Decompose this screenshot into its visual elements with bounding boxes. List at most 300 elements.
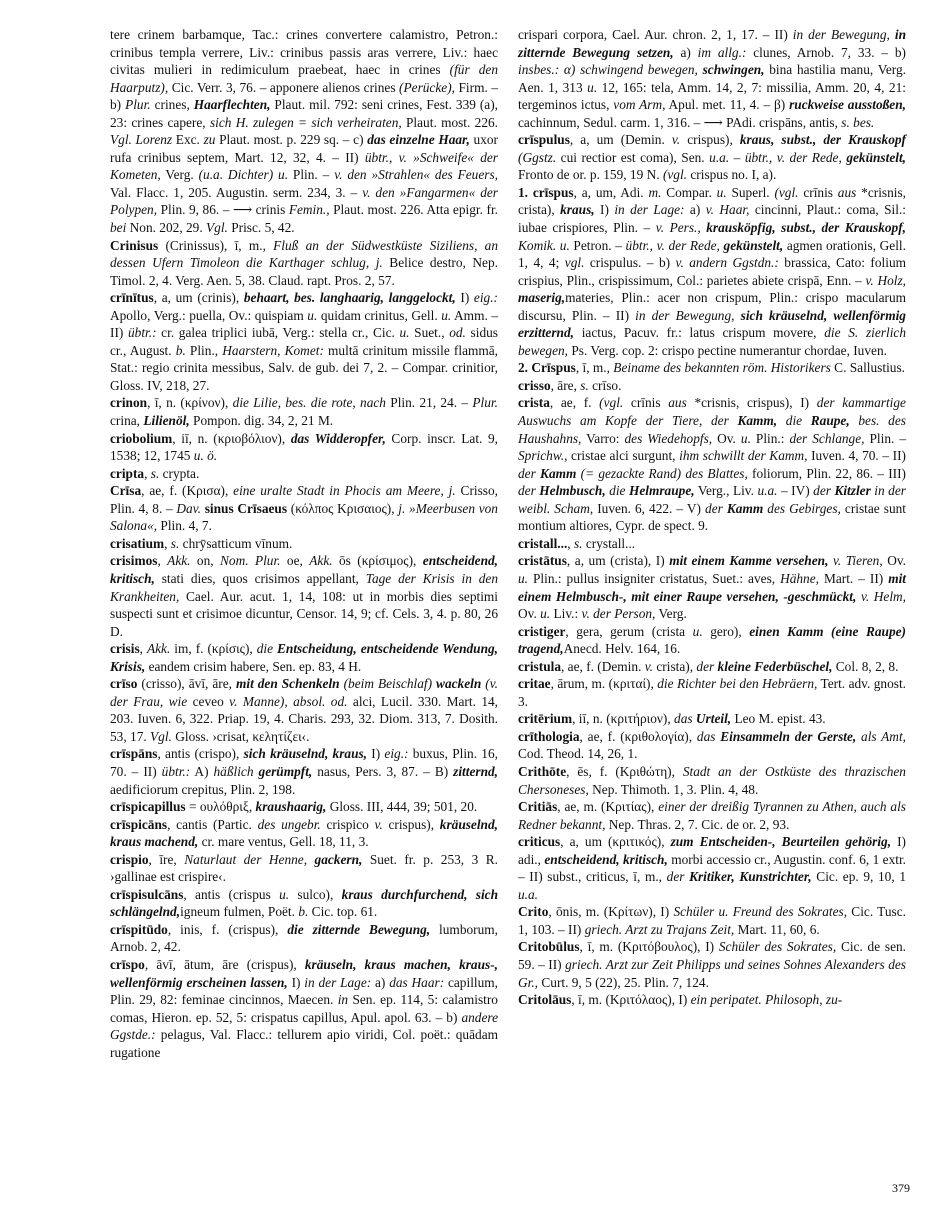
entry-text: iactus, Pacuv. fr.: latus crispum movere, (573, 325, 825, 341)
entry-text: buxus, Plin. 16, 70. – II) (110, 746, 498, 779)
entry-text: in der Bewegung, (635, 307, 735, 323)
entry-text: (vgl. (774, 184, 799, 200)
entry-text (307, 852, 314, 867)
entry-text: u. (587, 79, 598, 95)
entry-text: Tage der Krisis in den Krankheiten, (110, 570, 498, 604)
entry-text: ceveo (187, 693, 230, 709)
entry-text: , a, um (crinis), (153, 290, 244, 306)
entry-text: subst., der Krauskopf (781, 132, 906, 148)
entry-text: v. Pers., (655, 220, 701, 236)
entry-text: Vgl. (206, 220, 228, 236)
entry-text: Amm. – II) (110, 307, 499, 341)
entry-text: , ī, m., (575, 360, 614, 376)
entry-text: Cael. Aur. acut. 1, 14, 108: ut in morbis dies septimi suspecti sunt et crisimoe dicuntur, Censor. 14, 9; cf. Cels. 3, 4. p. 80, 26 D. (110, 588, 498, 639)
entry-text: Beiname des bekannten röm. Historikers (613, 360, 831, 376)
entry-text: Plin., (185, 342, 223, 358)
entry-text: chrȳsatticum vīnum. (179, 535, 293, 551)
dictionary-entry-crithote (518, 763, 906, 798)
entry-text: , āvī, ātum, āre (crispus), (144, 956, 305, 972)
entry-text: Cic. Tusc. 1, 103. – II) (518, 904, 906, 937)
entry-text: mit einem Kamme versehen, (669, 553, 829, 569)
entry-text: crispus no. I, a). (687, 167, 777, 183)
entry-text: der Schlange, (789, 430, 865, 446)
dictionary-entry-crista (518, 394, 906, 534)
dictionary-entry-criobolium (110, 430, 498, 465)
dictionary-entry-crinon (110, 394, 498, 429)
entry-headword: crīspo (110, 956, 145, 972)
entry-text: das (696, 728, 716, 744)
entry-text: od. (449, 325, 466, 341)
entry-text: crispari corpora, Cael. Aur. chron. 2, 1, 17. – II) (518, 27, 793, 42)
entry-text: Fronto de or. p. 159, 19 N. (518, 167, 663, 183)
entry-text: (crisso), āvī, āre, (137, 676, 236, 692)
entry-text: Plin. – (288, 167, 335, 183)
entry-text: crystall... (582, 535, 636, 551)
entry-text: Vgl. (150, 728, 172, 744)
entry-text: cui rectior est coma), Sen. (556, 149, 710, 165)
entry-headword: Crito (518, 904, 549, 920)
entry-text: in der Lage: (304, 974, 372, 990)
entry-text: Varro: (581, 430, 625, 446)
entry-text: in zitternde Bewegung setzen, (518, 27, 906, 60)
entry-text: kleine Federbüschel, (717, 658, 833, 674)
entry-text: übtr., v. der Rede, (625, 237, 720, 253)
entry-text: Mart. – II) (819, 570, 889, 586)
entry-text: crispulus. – b) (584, 255, 676, 271)
entry-text: Belice destro, Nep. Timol. 2, 4. Verg. Aen. 5, 38. Claud. rapt. Pros. 2, 57. (110, 255, 498, 288)
entry-text: Plin. – (864, 430, 906, 446)
left-column (110, 26, 498, 1061)
entry-text: clunes, Arnob. 7, 33. – b) (746, 44, 906, 60)
entry-text: des Gebirges, (767, 500, 841, 516)
dictionary-entry-cripta (110, 465, 498, 483)
entry-text: Plaut. most. 226. Atta epigr. fr. (329, 202, 498, 218)
entry-headword: 1. crīspus (518, 184, 574, 200)
entry-text: sulco), (289, 886, 342, 902)
entry-text: igneum fulmen, Poët. (180, 904, 299, 920)
entry-text: bei (110, 220, 127, 236)
entry-text: C. Sallustius. (830, 360, 905, 376)
entry-text: b. (298, 904, 309, 920)
entry-text: brassica, Cato: folium crispius, Plin., crispissimum, Col.: parietes abiete crispā, Enn. – (518, 255, 907, 288)
entry-text: maserig, (518, 290, 566, 306)
entry-text: als Amt, (861, 728, 906, 744)
dictionary-entry-crisso (518, 377, 906, 395)
entry-text: , iī, n. (κριοβόλιον), (172, 430, 291, 446)
entry-text: u. (518, 570, 529, 586)
entry-text: häßlich (213, 763, 254, 779)
entry-text: uxor rufa crinibus septem, Mart. 12, 32, 4. – II) (110, 132, 498, 165)
entry-text: Plaut. most. 226. (401, 114, 498, 130)
entry-text: s. (150, 465, 160, 481)
entry-text: (vgl. (662, 167, 688, 183)
entry-text: der (666, 869, 685, 885)
entry-text: griech. Arzt zu Trajans Zeit, (584, 921, 735, 937)
entry-text: , (567, 535, 574, 551)
entry-text: Petron. – (569, 237, 626, 253)
entry-text: Pompon. dig. 34, 2, 21 M. (189, 413, 334, 429)
entry-text: s. bes. (841, 114, 875, 130)
entry-text: die Richter bei den Hebräern, (657, 676, 818, 692)
entry-text: vom Arm, (613, 97, 666, 113)
entry-headword: sinus Crīsaeus (204, 500, 288, 516)
entry-text: *crisnis, crista), (518, 184, 906, 218)
entry-text: cincinni, Plaut.: coma, Sil.: iubae crispiores, Plin. – (518, 202, 907, 236)
entry-text: einen Kamm (eine Raupe) tragend, (518, 623, 906, 657)
dictionary-entry-crispans (110, 745, 498, 798)
entry-text: Corp. inscr. Lat. 9, 1538; 12, 1745 (110, 430, 498, 464)
dictionary-entry-crinitus (110, 289, 498, 394)
entry-text: v. Manne), absol. od. (229, 693, 348, 709)
entry-text: m. (648, 184, 662, 200)
entry-text: eig.: (473, 290, 499, 306)
entry-headword: crīspicapillus (110, 799, 186, 815)
entry-text: der (518, 483, 536, 499)
entry-headword: cristula (518, 658, 561, 674)
entry-text: v. (374, 816, 383, 832)
entry-text: sidus cr., August. (110, 325, 498, 358)
entry-text: Iuven. 4, 70. – II) (807, 448, 906, 464)
entry-text: b. (175, 342, 186, 358)
entry-text: Exc. (172, 132, 204, 148)
entry-text: 12, 165: tela, Amm. 14, 2, 7: missilia, Amm. 20, 4, 21: tergeminos ictus, (518, 79, 906, 113)
entry-text: (beim Beischlaf) (343, 676, 433, 692)
entry-headword: crisso (518, 377, 551, 393)
entry-text: sich kräuselnd, kraus, (243, 746, 368, 762)
entry-text: u. (540, 606, 551, 622)
entry-text: schwingen, (702, 62, 765, 78)
entry-text: Schüler des Sokrates, (718, 939, 837, 955)
entry-text: , ae, f. (549, 395, 600, 411)
entry-text: gero), (702, 623, 750, 639)
entry-text: Superl. (726, 184, 775, 200)
entry-text: nasus, Pers. 3, 87. – B) (312, 763, 454, 779)
entry-text: bina hastilia manu, Verg. Aen. 1, 313 (518, 62, 906, 95)
entry-text: Ov. (518, 606, 541, 622)
entry-headword: criticus (518, 834, 561, 850)
entry-text: das Widderopfer, (290, 430, 386, 446)
entry-text: Prisc. 5, 42. (227, 220, 295, 236)
entry-headword: Critolāus (518, 992, 572, 1008)
entry-text: (v. der Frau, wie (110, 676, 498, 709)
entry-text: Haarflechten, (193, 97, 271, 113)
entry-text: der (518, 465, 536, 481)
entry-text: Entscheidung, entscheidende Wendung, Krisis, (110, 641, 499, 674)
entry-text: – IV) (777, 483, 814, 499)
entry-text: s. (170, 535, 180, 551)
entry-text: j. »Meerbusen von Salona«, (110, 500, 498, 534)
entry-text: u. (692, 623, 703, 639)
entry-text: cristae alci surgunt, (567, 448, 680, 464)
entry-text: (vgl. (599, 395, 624, 411)
entry-text: Femin., (288, 202, 330, 218)
entry-text: , iī, n. (κριτήριον), (572, 711, 675, 727)
dictionary-entry-critobulus (518, 938, 906, 991)
entry-text: übtr., v. »Schweife« der Kometen, (110, 149, 498, 183)
entry-text: a) (673, 44, 698, 60)
entry-headword: crīspitūdo (110, 921, 168, 937)
entry-headword: crīspulus (518, 132, 570, 148)
entry-text: Plin. 9, 86. – ⟶ crinis (157, 202, 289, 218)
entry-text: Kritiker, Kunstrichter, (689, 869, 812, 885)
entry-text: Vgl. Lorenz (110, 132, 173, 148)
entry-text: u. (307, 307, 318, 323)
entry-headword: crisimos (110, 553, 158, 569)
entry-text: s. (580, 377, 589, 393)
dictionary-entry-cristula (518, 658, 906, 676)
entry-text: des ungebr. (257, 816, 321, 832)
entry-text: u. (441, 307, 452, 323)
entry-text: die S. zierlich bewegen, (518, 325, 906, 358)
entry-text: (u.a. Dichter) u. (198, 167, 289, 183)
dictionary-entry-crispicans (110, 816, 498, 851)
entry-text: I) (455, 290, 474, 306)
entry-text: Curt. 9, 5 (22), 25. Plin. 7, 124. (538, 974, 709, 990)
entry-text: Stadt an der Ostküste des thrazischen Chersoneses, (518, 763, 906, 797)
entry-text: die (609, 483, 626, 499)
entry-text: crispico (320, 816, 375, 832)
entry-text: crines, (150, 97, 194, 113)
entry-text: Kitzler (834, 483, 871, 499)
entry-text: , a, um, Adi. (573, 184, 649, 200)
entry-text: ōs (κρίσιμος), (332, 553, 423, 569)
entry-text: Suet. fr. p. 253, 3 R. ›gallinae est crispire‹. (110, 851, 498, 885)
entry-text: andere Ggstde.: (110, 1009, 498, 1043)
entry-text: in der weibl. Scham, (518, 483, 906, 516)
entry-text: Firm. – b) (110, 79, 498, 113)
entry-text: griech. Arzt zur Zeit Philipps und seines Sohnes Alexanders des Gr., (518, 956, 906, 990)
entry-text: , ī, m. (Κριτόβουλος), I) (579, 939, 719, 955)
entry-text: Akk. (146, 641, 171, 657)
entry-text: crīnis (798, 184, 838, 200)
entry-text: u. (399, 325, 410, 341)
dictionary-entry-cristiger (518, 623, 906, 658)
entry-text: crispus), (382, 816, 440, 832)
entry-text: foliorum, Plin. 22, 86. – III) (747, 465, 906, 481)
entry-text: materies, Plin.: acer non crispum, Plin.: crispo macularum discursu, Plin. – II) (518, 290, 906, 323)
entry-text: , gera, gerum (crista (565, 623, 693, 639)
entry-text: v. den »Fangarmen« der Polypen, (110, 184, 498, 218)
entry-text: u. (740, 430, 751, 446)
entry-text: Nep. Thras. 2, 7. Cic. de or. 2, 93. (605, 816, 790, 832)
entry-text: übtr.: (127, 325, 157, 341)
entry-text: Cic. top. 61. (308, 904, 378, 920)
entry-text: des Wiedehopfs, (624, 430, 713, 446)
entry-text: a) (371, 974, 390, 990)
entry-text: ein peripatet. Philosoph, zu- (690, 992, 843, 1008)
entry-text: übtr.: (161, 763, 191, 779)
entry-text: on, (190, 553, 220, 569)
entry-text: Gloss. ›crisat, κελητίζει‹. (171, 728, 310, 744)
entry-text: s. (573, 535, 583, 551)
entry-text: , āre, (550, 377, 581, 393)
entry-text: v. andern Ggstdn.: (675, 255, 779, 271)
dictionary-entry-crito (518, 903, 906, 938)
entry-text: , (157, 553, 168, 569)
dictionary-entry-cristall (518, 535, 906, 553)
entry-text: der (696, 658, 715, 674)
entry-text: in der Lage: (614, 202, 685, 218)
entry-text: die Lilie, bes. die rote, nach (232, 395, 386, 411)
entry-text: stati dies, quos crisimos appellant, (154, 570, 366, 586)
entry-text: , inis, f. (crispus), (167, 921, 288, 937)
entry-headword: crispio (110, 851, 149, 867)
entry-text: mit den Schenkeln (235, 676, 340, 692)
entry-text: Iuven. 6, 422. – V) (593, 500, 706, 516)
entry-text: I) adi., (518, 834, 906, 867)
entry-text: v. der Person, (581, 606, 656, 622)
entry-text: der (813, 483, 831, 499)
entry-text: Helmbusch, (539, 483, 606, 499)
entry-text: entscheidend, kritisch, (110, 553, 499, 586)
entry-text: Raupe, (810, 413, 850, 429)
entry-text: übtr., v. der Rede, (744, 149, 842, 165)
entry-text: crispus), (680, 132, 740, 148)
entry-text: Apul. met. 11, 4. – β) (665, 97, 790, 113)
entry-text: Val. Flacc. 1, 205. Augustin. serm. 234, 3. – (110, 184, 363, 200)
entry-text: in (337, 992, 349, 1008)
entry-text: eig.: (384, 746, 409, 762)
entry-headword: crīso (110, 676, 138, 692)
entry-text: Einsammeln der Gerste, (720, 728, 857, 744)
entry-text: (Crinissus), ī, m., (158, 237, 274, 253)
dictionary-entry-crispo-cont (518, 26, 906, 131)
entry-text: pelagus, Val. Flacc.: tellurem apio viridi, Col. poët.: quādam rugatione (110, 1027, 498, 1060)
entry-text: Ov. (882, 553, 906, 569)
entry-text: (Perücke), (399, 79, 455, 95)
entry-text: Kamm (540, 465, 577, 481)
entry-text: A) (190, 763, 214, 779)
entry-text: die (785, 413, 803, 429)
entry-headword: crinon (110, 395, 148, 411)
entry-text: der kammartige Auswuchs am Kopfe der Tiere, der (518, 395, 906, 429)
entry-text: (κόλπος Κρισαιος), (287, 500, 399, 516)
right-column (518, 26, 906, 1009)
entry-text: wackeln (436, 676, 482, 692)
entry-text: Hähne, (780, 570, 819, 586)
entry-text: alci, Lucil. 330. Mart. 14, 203. Iuven. 6, 322. Priap. 19, 4. Charis. 293, 32. Diom. 313, 7. Dosith. 53, 17. (110, 693, 499, 744)
dictionary-entry-crispus1 (518, 184, 906, 359)
entry-text: lumborum, Arnob. 2, 42. (110, 921, 498, 955)
dictionary-entry-crisis (110, 640, 498, 675)
entry-headword: criobolium (110, 430, 173, 446)
entry-text: ruckweise ausstoßen, (789, 97, 906, 113)
entry-text: , īre, (148, 851, 185, 867)
entry-text: das einzelne Haar, (367, 132, 470, 148)
entry-text: die zitternde Bewegung, (287, 921, 431, 937)
entry-text (777, 413, 786, 428)
dictionary-entry-crispulus (518, 131, 906, 184)
entry-text: , ae, f. (Κρισα), (141, 483, 234, 499)
entry-text: , (139, 641, 147, 657)
entry-text: crina, (110, 413, 144, 429)
dictionary-entry-critias (518, 798, 906, 833)
entry-text: Kamm, (737, 413, 778, 429)
entry-headword: Critiās (518, 799, 558, 815)
entry-text: u. (716, 184, 727, 200)
entry-text: Cic. Verr. 3, 76. – apponere alienos crines (168, 79, 400, 95)
entry-text: v. Holz, (865, 272, 906, 288)
entry-headword: crīspicāns (110, 816, 168, 832)
entry-text: zum Entscheiden-, Beurteilen gehörig, (670, 834, 892, 850)
entry-text: Nep. Thimoth. 1, 3. Plin. 4, 48. (588, 781, 759, 797)
entry-headword: cristātus (518, 553, 567, 569)
entry-text: Verg. (160, 167, 199, 183)
entry-text: Suet., (409, 325, 450, 341)
entry-text: = ουλόθριξ, (185, 799, 256, 815)
entry-text: Liv.: (550, 606, 582, 622)
entry-text: , cantis (Partic. (167, 816, 258, 832)
entry-text: , a, um (crista), I) (566, 553, 670, 569)
entry-text: vgl. (564, 255, 585, 271)
entry-text: Plin.: pullus insigniter cristatus, Suet.: aves, (528, 570, 781, 586)
entry-text: I) (287, 974, 305, 990)
entry-headword: Crithōte (518, 763, 567, 779)
dictionary-entry-cristatus (518, 552, 906, 622)
entry-text: v. (671, 132, 681, 148)
entry-headword: critērium (518, 711, 573, 727)
dictionary-entry-criso (110, 675, 498, 745)
entry-text: bes. des Haushahns, (518, 413, 906, 446)
entry-text: Verg. (655, 606, 687, 622)
dictionary-entry-crispicapillus (110, 798, 498, 816)
entry-text: crīso. (588, 377, 622, 393)
entry-text: , ōnis, m. (Κρίτων), I) (548, 904, 674, 920)
entry-text: Urteil, (695, 711, 732, 727)
entry-text: , antis (crispo), (157, 746, 244, 762)
entry-text: sich kräuselnd, wellenförmig erzitternd, (518, 307, 906, 341)
entry-text: Plin. 4, 7. (157, 518, 212, 534)
entry-text: Plaut. most. p. 229 sq. – c) (215, 132, 368, 148)
dictionary-entry-crisimos (110, 552, 498, 640)
entry-text: ihm schwillt der Kamm, (679, 448, 808, 464)
entry-text: u.a. (518, 886, 539, 902)
entry-text: , ī, m. (Κριτόλαος), I) (571, 992, 691, 1008)
entry-headword: Critobūlus (518, 939, 580, 955)
entry-text: eandem crisim habere, Sen. ep. 83, 4 H. (145, 658, 362, 674)
entry-text: Non. 202, 29. (126, 220, 207, 236)
dictionary-entry-crispisulcans (110, 886, 498, 921)
entry-text: kraus durchfurchend, sich schlängelnd, (110, 886, 499, 920)
entry-text: , antis (crispus (183, 886, 280, 902)
entry-text: gekünstelt, (846, 149, 906, 165)
entry-text: Helmraupe, (628, 483, 695, 499)
entry-text: aus (668, 395, 687, 411)
entry-headword: crisis (110, 641, 140, 657)
entry-text: v. Helm, (860, 588, 907, 604)
entry-text: Komik. u. (518, 237, 570, 253)
entry-text: , a, um (Demin. (569, 132, 672, 148)
entry-text: Schüler u. Freund des Sokrates, (673, 904, 848, 920)
entry-text: v. (644, 658, 654, 674)
entry-text: Haarstern, Komet: (222, 342, 324, 358)
entry-text: , (144, 465, 151, 481)
entry-text: Tert. adv. gnost. 3. (518, 676, 906, 709)
entry-text: Kamm (726, 500, 764, 516)
entry-text: u. (279, 886, 290, 902)
entry-text: Verg., Liv. (694, 483, 758, 499)
entry-text (802, 413, 811, 428)
entry-text: im allg.: (697, 44, 747, 60)
dictionary-entry-crispus2 (518, 359, 906, 377)
entry-headword: crīspisulcāns (110, 886, 184, 902)
entry-text: I) (367, 746, 385, 762)
entry-text: tere crinem barbamque, Tac.: crines convertere calamistro, Petron.: crinibus templa verrere, Liv.: crinibus passis aras verrere, Liv.: haec civitas mulieri in redimiculum praebeat, haec in crines (110, 27, 498, 78)
entry-text: Nom. Plur. (220, 553, 281, 569)
entry-text: crīnis (623, 395, 669, 411)
entry-text: kräuseln, kraus machen, kraus-, wellenförmig erscheinen lassen, (110, 956, 498, 990)
entry-text: kraus, (739, 132, 775, 148)
